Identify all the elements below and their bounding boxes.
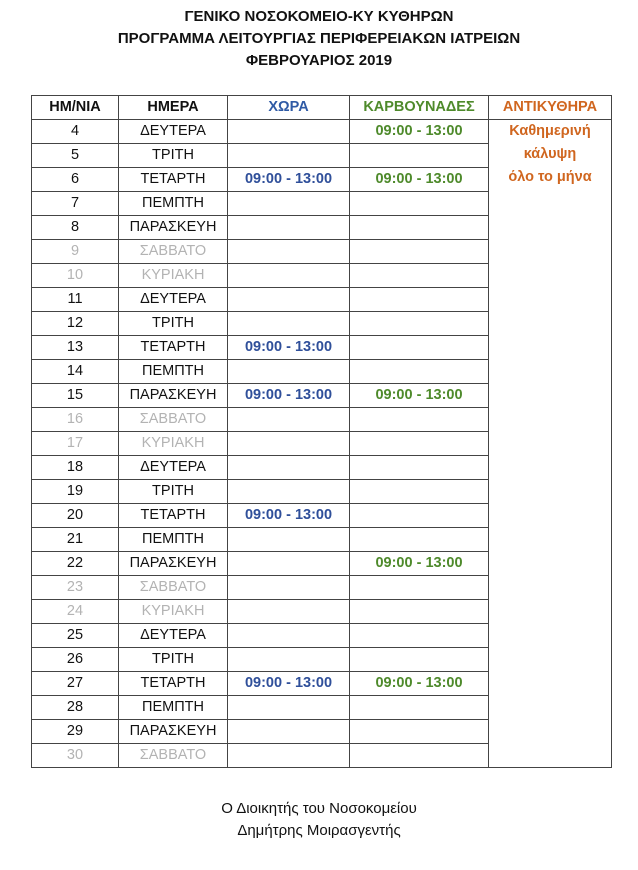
chora-cell xyxy=(228,576,350,600)
day-cell: ΚΥΡΙΑΚΗ xyxy=(119,600,228,624)
chora-cell xyxy=(228,192,350,216)
chora-cell xyxy=(228,624,350,648)
column-header-karvounades: ΚΑΡΒΟΥΝΑΔΕΣ xyxy=(350,96,489,120)
date-cell: 10 xyxy=(32,264,119,288)
chora-cell: 09:00 - 13:00 xyxy=(228,384,350,408)
karvounades-cell xyxy=(350,744,489,768)
date-cell: 19 xyxy=(32,480,119,504)
karvounades-cell xyxy=(350,288,489,312)
date-cell: 30 xyxy=(32,744,119,768)
day-cell: ΤΕΤΑΡΤΗ xyxy=(119,336,228,360)
chora-cell xyxy=(228,312,350,336)
day-cell: ΔΕΥΤΕΡΑ xyxy=(119,288,228,312)
date-cell: 24 xyxy=(32,600,119,624)
chora-cell xyxy=(228,552,350,576)
day-cell: ΠΕΜΠΤΗ xyxy=(119,360,228,384)
signature-name: Δημήτρης Μοιρασγεντής xyxy=(237,822,401,839)
karvounades-cell xyxy=(350,432,489,456)
chora-cell xyxy=(228,696,350,720)
karvounades-cell xyxy=(350,360,489,384)
chora-cell xyxy=(228,288,350,312)
day-cell: ΤΡΙΤΗ xyxy=(119,648,228,672)
karvounades-cell xyxy=(350,648,489,672)
karvounades-cell xyxy=(350,264,489,288)
karvounades-cell xyxy=(350,624,489,648)
column-header-day: ΗΜΕΡΑ xyxy=(119,96,228,120)
chora-cell xyxy=(228,480,350,504)
karvounades-cell xyxy=(350,144,489,168)
day-cell: ΣΑΒΒΑΤΟ xyxy=(119,576,228,600)
karvounades-cell xyxy=(350,336,489,360)
chora-cell xyxy=(228,216,350,240)
date-cell: 17 xyxy=(32,432,119,456)
day-cell: ΚΥΡΙΑΚΗ xyxy=(119,432,228,456)
antikythira-coverage-cell xyxy=(489,120,612,768)
day-cell: ΠΑΡΑΣΚΕΥΗ xyxy=(119,720,228,744)
chora-cell xyxy=(228,408,350,432)
antikythira-note-line: Καθημερινή xyxy=(509,123,591,139)
column-header-chora: ΧΩΡΑ xyxy=(228,96,350,120)
signature-role: Ο Διοικητής του Νοσοκομείου xyxy=(221,800,417,817)
karvounades-cell: 09:00 - 13:00 xyxy=(350,552,489,576)
column-header-antikythira: ΑΝΤΙΚΥΘΗΡΑ xyxy=(489,96,612,120)
karvounades-cell xyxy=(350,720,489,744)
date-cell: 15 xyxy=(32,384,119,408)
date-cell: 11 xyxy=(32,288,119,312)
date-cell: 21 xyxy=(32,528,119,552)
date-cell: 9 xyxy=(32,240,119,264)
column-header-date: ΗΜ/ΝΙΑ xyxy=(32,96,119,120)
date-cell: 8 xyxy=(32,216,119,240)
karvounades-cell xyxy=(350,504,489,528)
day-cell: ΤΕΤΑΡΤΗ xyxy=(119,504,228,528)
day-cell: ΔΕΥΤΕΡΑ xyxy=(119,456,228,480)
chora-cell xyxy=(228,528,350,552)
karvounades-cell xyxy=(350,312,489,336)
date-cell: 14 xyxy=(32,360,119,384)
date-cell: 12 xyxy=(32,312,119,336)
chora-cell: 09:00 - 13:00 xyxy=(228,504,350,528)
table-row xyxy=(32,120,612,144)
karvounades-cell xyxy=(350,576,489,600)
chora-cell xyxy=(228,600,350,624)
karvounades-cell: 09:00 - 13:00 xyxy=(350,672,489,696)
schedule-table xyxy=(31,95,612,768)
date-cell: 7 xyxy=(32,192,119,216)
karvounades-cell xyxy=(350,480,489,504)
date-cell: 29 xyxy=(32,720,119,744)
day-cell: ΣΑΒΒΑΤΟ xyxy=(119,744,228,768)
date-cell: 6 xyxy=(32,168,119,192)
date-cell: 16 xyxy=(32,408,119,432)
karvounades-cell: 09:00 - 13:00 xyxy=(350,168,489,192)
karvounades-cell xyxy=(350,696,489,720)
date-cell: 26 xyxy=(32,648,119,672)
chora-cell xyxy=(228,264,350,288)
day-cell: ΠΕΜΠΤΗ xyxy=(119,696,228,720)
chora-cell xyxy=(228,120,350,144)
day-cell: ΔΕΥΤΕΡΑ xyxy=(119,624,228,648)
day-cell: ΠΕΜΠΤΗ xyxy=(119,528,228,552)
chora-cell xyxy=(228,240,350,264)
date-cell: 27 xyxy=(32,672,119,696)
date-cell: 18 xyxy=(32,456,119,480)
date-cell: 25 xyxy=(32,624,119,648)
date-cell: 4 xyxy=(32,120,119,144)
date-cell: 23 xyxy=(32,576,119,600)
month-title: ΦΕΒΡΟΥΑΡΙΟΣ 2019 xyxy=(245,52,393,69)
karvounades-cell xyxy=(350,408,489,432)
day-cell: ΔΕΥΤΕΡΑ xyxy=(119,120,228,144)
day-cell: ΣΑΒΒΑΤΟ xyxy=(119,240,228,264)
karvounades-cell xyxy=(350,456,489,480)
day-cell: ΠΑΡΑΣΚΕΥΗ xyxy=(119,384,228,408)
chora-cell xyxy=(228,648,350,672)
chora-cell: 09:00 - 13:00 xyxy=(228,168,350,192)
day-cell: ΤΡΙΤΗ xyxy=(119,144,228,168)
day-cell: ΠΑΡΑΣΚΕΥΗ xyxy=(119,552,228,576)
day-cell: ΠΕΜΠΤΗ xyxy=(119,192,228,216)
karvounades-cell xyxy=(350,192,489,216)
program-title: ΠΡΟΓΡΑΜΜΑ ΛΕΙΤΟΥΡΓΙΑΣ ΠΕΡΙΦΕΡΕΙΑΚΩΝ ΙΑΤΡΕΙΩΝ xyxy=(117,30,521,47)
date-cell: 22 xyxy=(32,552,119,576)
chora-cell xyxy=(228,144,350,168)
date-cell: 28 xyxy=(32,696,119,720)
day-cell: ΤΡΙΤΗ xyxy=(119,312,228,336)
date-cell: 20 xyxy=(32,504,119,528)
chora-cell xyxy=(228,744,350,768)
date-cell: 5 xyxy=(32,144,119,168)
day-cell: ΠΑΡΑΣΚΕΥΗ xyxy=(119,216,228,240)
day-cell: ΤΕΤΑΡΤΗ xyxy=(119,168,228,192)
signature-block xyxy=(0,798,638,842)
day-cell: ΤΡΙΤΗ xyxy=(119,480,228,504)
document-header xyxy=(0,6,638,72)
antikythira-note-line: όλο το μήνα xyxy=(508,169,592,185)
table-header-row xyxy=(32,96,612,120)
chora-cell xyxy=(228,456,350,480)
karvounades-cell xyxy=(350,240,489,264)
karvounades-cell xyxy=(350,600,489,624)
hospital-title: ΓΕΝΙΚΟ ΝΟΣΟΚΟΜΕΙΟ-ΚΥ ΚΥΘΗΡΩΝ xyxy=(184,8,454,25)
day-cell: ΚΥΡΙΑΚΗ xyxy=(119,264,228,288)
chora-cell xyxy=(228,360,350,384)
karvounades-cell xyxy=(350,528,489,552)
antikythira-note-line: κάλυψη xyxy=(523,146,577,162)
karvounades-cell: 09:00 - 13:00 xyxy=(350,120,489,144)
karvounades-cell: 09:00 - 13:00 xyxy=(350,384,489,408)
chora-cell: 09:00 - 13:00 xyxy=(228,336,350,360)
chora-cell: 09:00 - 13:00 xyxy=(228,672,350,696)
day-cell: ΣΑΒΒΑΤΟ xyxy=(119,408,228,432)
chora-cell xyxy=(228,720,350,744)
chora-cell xyxy=(228,432,350,456)
schedule-body xyxy=(32,120,612,768)
day-cell: ΤΕΤΑΡΤΗ xyxy=(119,672,228,696)
date-cell: 13 xyxy=(32,336,119,360)
karvounades-cell xyxy=(350,216,489,240)
